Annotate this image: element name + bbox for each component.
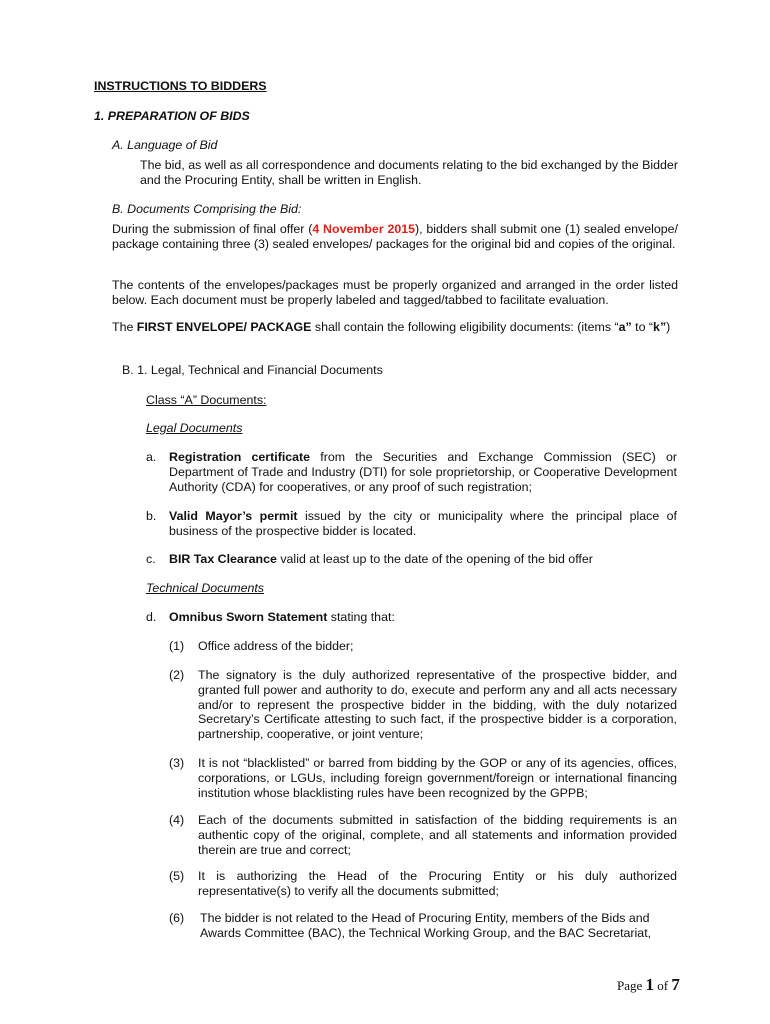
subsection-b1-heading: B. 1. Legal, Technical and Financial Documents: [122, 363, 383, 377]
paragraph-text: During the submission of final offer (: [112, 222, 313, 236]
paragraph-text: ), bidders shall submit one (1) sealed envelope/ package containing three (3) sealed envelopes/ packages for the original bid and copies of the original.: [112, 222, 678, 251]
list-marker: c.: [146, 552, 156, 566]
sub-list-item: Office address of the bidder;: [198, 639, 354, 653]
deadline-date: 4 November 2015: [312, 222, 416, 236]
subsection-a-text: The bid, as well as all correspondence and documents relating to the bid exchanged by the Bidder and the Procuring Entity, shall be written in English.: [140, 158, 678, 187]
sub-list-item: Each of the documents submitted in satisfaction of the bidding requirements is an authentic copy of the original, complete, and all statements and information provided therein are true and correct;: [198, 813, 677, 857]
paragraph-contents: The contents of the envelopes/packages must be properly organized and arranged in the order listed below. Each document must be properly labeled and tagged/tabbed to facilitate evaluation.: [112, 278, 678, 307]
item-title: BIR Tax Clearance: [169, 552, 277, 566]
item-text: from the Securities and Exchange Commission (SEC) or Department of Trade and Industry (DTI) for sole proprietorship, or Cooperative Development Authority (CDA) for cooperatives, or any proof of such registration;: [169, 450, 677, 494]
item-title: Registration certificate: [169, 450, 311, 464]
sub-list-marker: (5): [169, 869, 185, 883]
page-number: [617, 975, 680, 995]
sub-list-item: The bidder is not related to the Head of Procuring Entity, members of the Bids and Awards Committee (BAC), the Technical Working Group, and the BAC Secretariat,: [200, 911, 652, 940]
list-item: [169, 509, 677, 539]
sub-list-marker: (3): [169, 756, 185, 770]
class-a-heading: Class “A” Documents:: [146, 393, 267, 407]
page-label: Page: [617, 978, 646, 993]
total-pages: 7: [671, 975, 680, 994]
item-title: Omnibus Sworn Statement: [169, 610, 328, 624]
paragraph-first-envelope: [112, 320, 678, 335]
paragraph-text: shall contain the following eligibility documents: (items “: [311, 320, 619, 334]
legal-documents-heading: Legal Documents: [146, 421, 243, 435]
list-item: [169, 552, 677, 567]
paragraph-text: ): [666, 320, 671, 334]
sub-list-marker: (4): [169, 813, 185, 827]
list-item: [169, 610, 677, 625]
subsection-b-heading: B. Documents Comprising the Bid:: [112, 202, 302, 216]
sub-list-item: It is not “blacklisted” or barred from bidding by the GOP or any of its agencies, offices, corporations, or LGUs, including foreign government/foreign or international financing institution whose blacklisting rules have been recognized by the GPPB;: [198, 756, 677, 800]
list-item: [169, 450, 677, 494]
item-title: Valid Mayor’s permit: [169, 509, 298, 523]
item-text: issued by the city or municipality where the principal place of business of the prospective bidder is located.: [169, 509, 677, 538]
sub-list-marker: (1): [169, 639, 185, 653]
paragraph-text: The: [112, 320, 137, 334]
first-envelope-label: FIRST ENVELOPE/ PACKAGE: [136, 320, 312, 334]
sub-list-item: The signatory is the duly authorized representative of the prospective bidder, and granted full power and authority to do, execute and perform any and all acts necessary and/or to represent the prospective bidder in the bidding, with the duly notarized Secretary’s Certificate attesting to such fact, if the prospective bidder is a corporation, partnership, cooperative, or joint venture;: [198, 668, 677, 742]
technical-documents-heading: Technical Documents: [146, 581, 265, 595]
item-range-end: k”: [653, 320, 667, 334]
section-heading: 1. PREPARATION OF BIDS: [94, 109, 250, 123]
paragraph-final-offer: [112, 222, 678, 251]
list-marker: d.: [146, 610, 157, 624]
item-text: valid at least up to the date of the opening of the bid offer: [276, 552, 593, 566]
list-marker: b.: [146, 509, 157, 523]
sub-list-marker: (6): [169, 911, 185, 925]
document-heading: INSTRUCTIONS TO BIDDERS: [94, 79, 267, 93]
page-of: of: [654, 978, 672, 993]
subsection-a-heading: A. Language of Bid: [112, 138, 218, 152]
sub-list-marker: (2): [169, 668, 185, 682]
current-page: 1: [645, 975, 655, 994]
paragraph-text: to “: [631, 320, 654, 334]
item-range-start: a”: [618, 320, 632, 334]
item-text: stating that:: [327, 610, 395, 624]
list-marker: a.: [146, 450, 157, 464]
sub-list-item: It is authorizing the Head of the Procuring Entity or his duly authorized representative(s) to verify all the documents submitted;: [198, 869, 677, 898]
